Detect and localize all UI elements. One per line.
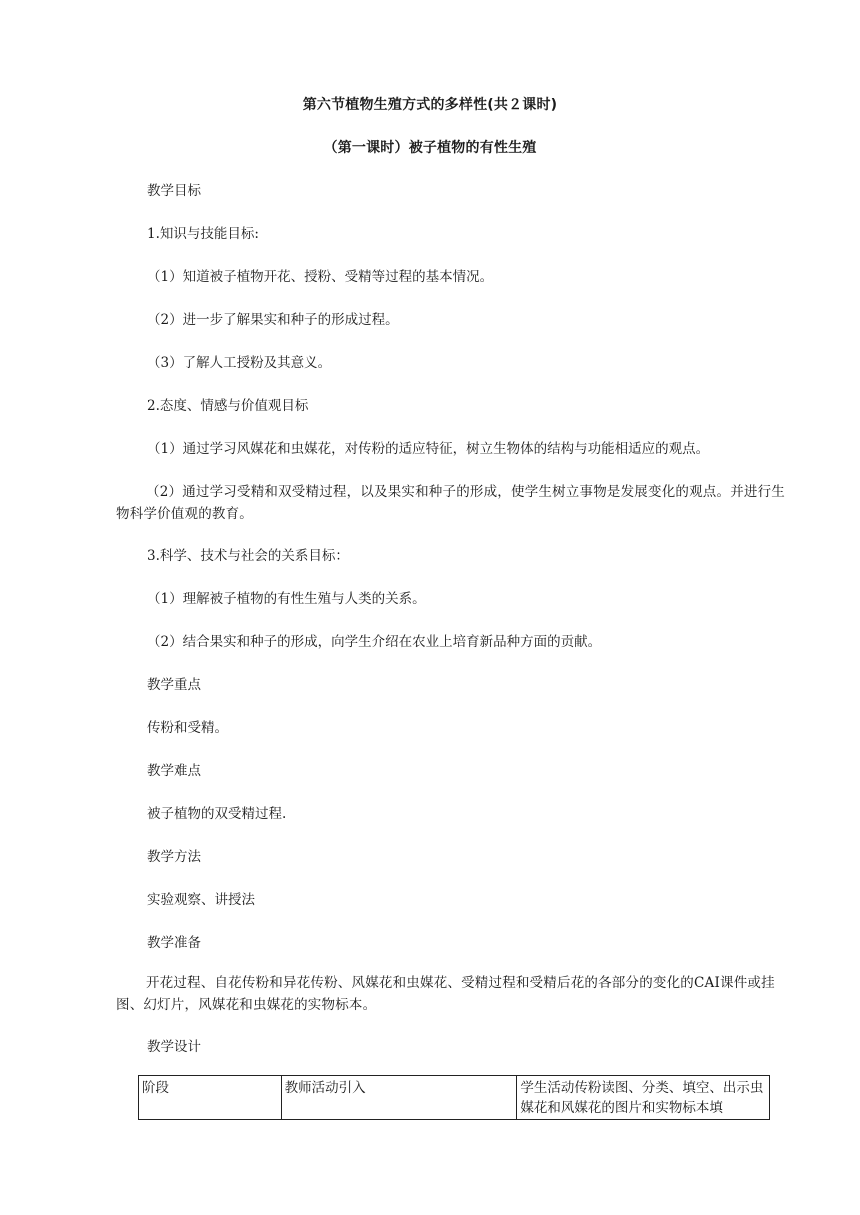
document-title: 第六节植物生殖方式的多样性(共２课时) [302,97,558,113]
document-subtitle: （第一课时）被子植物的有性生殖 [323,140,537,156]
heading-methods: 教学方法 [147,849,201,865]
objective-1-item-3: （3）了解人工授粉及其意义。 [147,355,332,371]
heading-key-points: 教学重点 [147,677,201,693]
table-row [139,1076,770,1120]
heading-design: 教学设计 [147,1039,201,1055]
objective-2-heading: 2.态度、情感与价值观目标 [147,398,309,414]
heading-preparation: 教学准备 [147,935,201,951]
table-cell-student-activity: 学生活动传粉读图、分类、填空、出示虫媒花和风媒花的图片和实物标本填 [517,1076,770,1120]
difficulties-text: 被子植物的双受精过程. [147,806,287,822]
teaching-design-table [138,1075,770,1120]
heading-teaching-objectives: 教学目标 [147,183,201,199]
objective-1-item-2: （2）进一步了解果实和种子的形成过程。 [147,312,399,328]
objective-3-item-2: （2）结合果实和种子的形成，向学生介绍在农业上培育新品种方面的贡献。 [147,634,602,650]
table-cell-stage: 阶段 [139,1076,282,1120]
objective-3-item-1: （1）理解被子植物的有性生殖与人类的关系。 [147,591,426,607]
key-points-text: 传粉和受精。 [147,720,228,736]
objective-3-heading: 3.科学、技术与社会的关系目标： [147,548,349,564]
preparation-text: 开花过程、自花传粉和异花传粉、风媒花和虫媒花、受精过程和受精后花的各部分的变化的CAI课件或挂图、幻灯片，风媒花和虫媒花的实物标本。 [116,975,775,1013]
table-cell-teacher-activity: 教师活动引入 [281,1076,517,1120]
heading-difficulties: 教学难点 [147,763,201,779]
methods-text: 实验观察、讲授法 [147,892,255,908]
objective-2-item-2: （2）通过学习受精和双受精过程，以及果实和种子的形成，使学生树立事物是发展变化的观点。并进行生物科学价值观的教育。 [116,484,785,522]
objective-1-item-1: （1）知道被子植物开花、授粉、受精等过程的基本情况。 [147,269,494,285]
objective-1-heading: 1.知识与技能目标: [147,226,259,242]
objective-2-item-1: （1）通过学习风媒花和虫媒花，对传粉的适应特征，树立生物体的结构与功能相适应的观点。 [147,441,710,457]
